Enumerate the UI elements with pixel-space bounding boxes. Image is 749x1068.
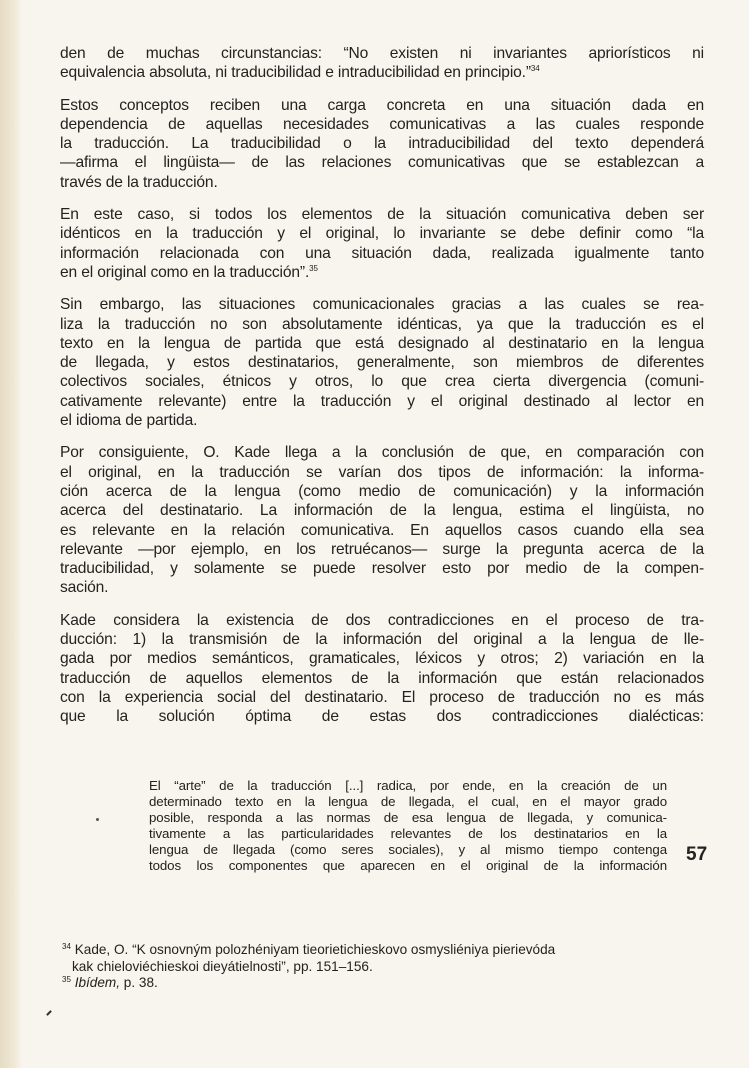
text-line: el idioma de partida. (60, 412, 198, 430)
text-line: la traducción. La traducibilidad o la intraducibilidad del texto dependerá (60, 135, 704, 153)
text-line: idénticos en la traducción y el original, lo invariante se debe definir como “la (60, 225, 704, 243)
footnotes (62, 942, 682, 992)
footnote-text: kak chieloviéchieskoi dieyátielnosti”, pp. 151–156. (72, 958, 373, 974)
text-line: En este caso, si todos los elementos de la situación comunicativa deben ser (60, 206, 704, 224)
text-line: Estos conceptos reciben una carga concreta en una situación dada en (60, 96, 704, 114)
text-line: den de muchas circunstancias: “No existen ni invariantes apriorísticos ni (60, 45, 704, 62)
text-line: el original, en la traducción se varían dos tipos de información: la informa- (60, 463, 704, 481)
footnote-number: 34 (62, 942, 71, 951)
footnote-text: p. 38. (120, 975, 158, 990)
quote-line: determinado texto en la lengua de llegada, el cual, en el mayor grado (149, 794, 667, 810)
paragraph-3 (60, 205, 704, 282)
text-line: relevante —por ejemplo, en los retruécanos— surge la pregunta acerca de la (60, 540, 704, 558)
text-line: gada por medios semánticos, gramaticales, léxicos y otros; 2) variación en la (60, 650, 704, 668)
text-line: equivalencia absoluta, ni traducibilidad e intraducibilidad en principio.”$^{34}$ (60, 64, 540, 82)
book-gutter-shadow (0, 0, 22, 1068)
footnote-ref-35[interactable]: 35 (309, 263, 318, 273)
quote-line: todos los componentes que aparecen en el original de la información (149, 858, 667, 874)
text-line: es relevante en la relación comunicativa. En aquellos casos cuando ella sea (60, 521, 704, 539)
quote-line: posible, responda a las normas de esa lengua de llegada, y comunica- (149, 810, 667, 826)
text-line: dependencia de aquellas necesidades comunicativas a las cuales responde (60, 115, 704, 133)
paragraph-5 (60, 443, 704, 597)
text-line: liza la traducción no son absolutamente idénticas, ya que la traducción es el (60, 315, 704, 333)
text-line: sación. (60, 579, 109, 597)
scan-speck (96, 818, 99, 821)
text-line: con la experiencia social del destinatario. El proceso de traducción no es más (60, 688, 704, 706)
text-line: Por consiguiente, O. Kade llega a la conclusión de que, en comparación con (60, 444, 704, 462)
text-line: en el original como en la traducción”.$^{35}$ (60, 263, 318, 281)
text-line: colectivos sociales, étnicos y otros, lo que crea cierta divergencia (comuni- (60, 373, 704, 391)
text-line: —afirma el lingüista— de las relaciones comunicativas que se establezcan a (60, 154, 704, 172)
footnote-number: 35 (62, 975, 71, 984)
footnote-34-continued (62, 959, 682, 976)
quote-line: El “arte” de la traducción [...] radica, por ende, en la creación de un (149, 778, 667, 793)
pencil-mark (46, 1010, 52, 1016)
text-line: acerca del destinatario. La información de la lengua, estima el lingüista, no (60, 502, 704, 520)
text-line: texto en la lengua de partida que está designado al destinatario en la lengua (60, 334, 704, 352)
text-line: ducción: 1) la transmisión de la información del original a la lengua de lle- (60, 631, 704, 649)
text-line: Sin embargo, las situaciones comunicacionales gracias a las cuales se rea- (60, 296, 704, 314)
text-line: cativamente relevante) entre la traducción y el original destinado al lector en (60, 392, 704, 410)
text-line: ción acerca de la lengua (como medio de comunicación) y la información (60, 482, 704, 500)
text-line: que la solución óptima de estas dos contradicciones dialécticas: (60, 708, 704, 726)
text-line: traducción de aquellos elementos de la información que están relacionados (60, 669, 704, 687)
paragraph-4 (60, 295, 704, 430)
text-line: Kade considera la existencia de dos contradicciones en el proceso de tra- (60, 611, 704, 629)
text-line: través de la traducción. (60, 173, 218, 191)
block-quote (149, 778, 667, 875)
text-line: de llegada, y estos destinatarios, generalmente, son miembros de diferentes (60, 354, 704, 372)
body-text (60, 44, 704, 740)
text-line: información relacionada con una situación dada, realizada igualmente tanto (60, 244, 704, 262)
paragraph-2 (60, 96, 704, 192)
paragraph-6 (60, 611, 704, 727)
page-number: 57 (686, 844, 708, 865)
quote-line: tivamente a las particularidades relevantes de los destinatarios en la (149, 826, 667, 842)
footnote-35 (62, 975, 682, 992)
footnote-italic: Ibídem, (74, 975, 121, 990)
footnote-34 (62, 942, 682, 959)
footnote-ref-34[interactable]: 34 (530, 64, 540, 74)
text-line: traducibilidad, y solamente se puede resolver esto por medio de la compen- (60, 560, 704, 578)
footnote-text: Kade, O. “K osnovným polozhéniyam tieorietichieskovo osmysliéniya pierievóda (74, 942, 556, 957)
quote-line: lengua de llegada (como seres sociales), y al mismo tiempo contenga (149, 842, 667, 858)
paragraph-1 (60, 44, 704, 83)
